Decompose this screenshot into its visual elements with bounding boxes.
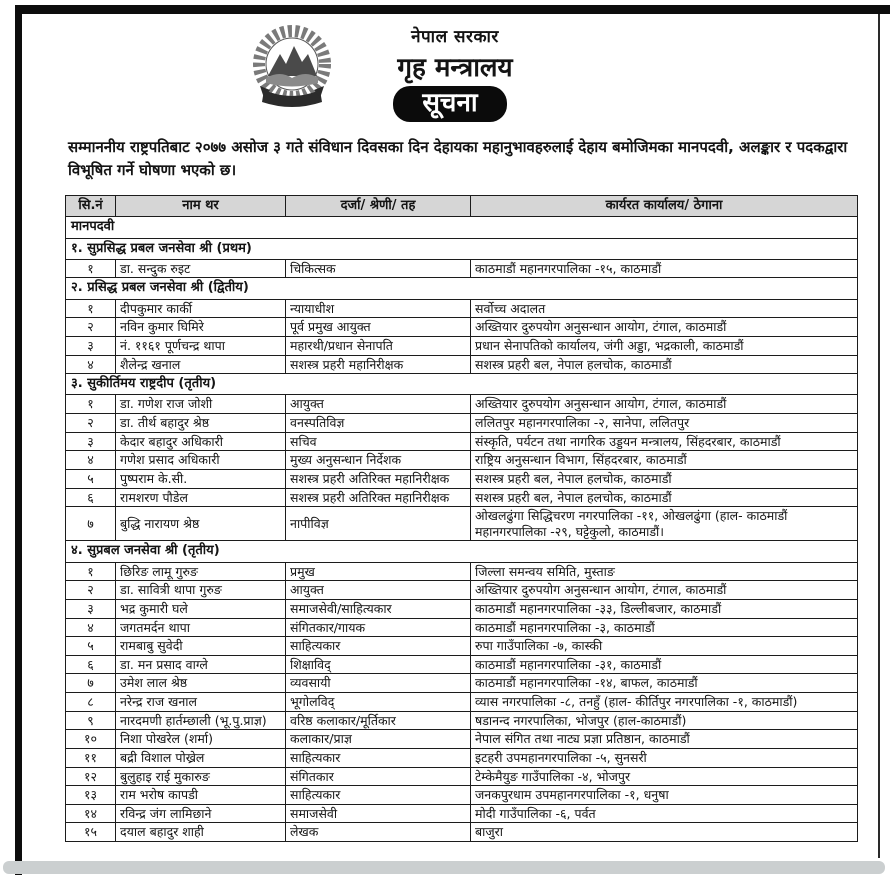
cell-name: पुष्पराम के.सी. [116,469,286,488]
cell-office: सशस्त्र प्रहरी बल, नेपाल हलचोक, काठमाडौं [471,469,858,488]
cell-name: जगतमर्दन थापा [116,618,286,637]
cell-serial: १ [66,259,116,278]
cell-designation: पूर्व प्रमुख आयुक्त [286,318,471,337]
table-header-row [66,196,858,217]
cell-name: राम भरोष कापडी [116,786,286,805]
cell-name: दयाल बहादुर शाही [116,823,286,842]
cell-designation: संगितकार [286,767,471,786]
cell-designation: सशस्त्र प्रहरी अतिरिक्त महानिरीक्षक [286,469,471,488]
cell-name: उमेश लाल श्रेष्ठ [116,674,286,693]
cell-name: रविन्द्र जंग लामिछाने [116,804,286,823]
cell-name: बुद्धि नारायण श्रेष्ठ [116,507,286,541]
cell-serial: ५ [66,469,116,488]
cell-name: बुलुहाइ राई मुकारुङ [116,767,286,786]
cell-office: अख्तियार दुरुपयोग अनुसन्धान आयोग, टंगाल, काठमाडौं [471,581,858,600]
cell-designation: समाजसेवी [286,804,471,823]
cell-serial: १२ [66,767,116,786]
cell-serial: १४ [66,804,116,823]
cell-serial: १३ [66,786,116,805]
cell-office: प्रधान सेनापतिको कार्यालय, जंगी अड्डा, भद्रकाली, काठमाडौं [471,336,858,355]
cell-name: नारदमणी हार्तम्छाली (भू.पु.प्राज्ञ) [116,711,286,730]
table-row [66,767,858,786]
cell-office: अख्तियार दुरुपयोग अनुसन्धान आयोग, टंगाल, काठमाडौं [471,395,858,414]
table-row [66,355,858,374]
cell-office: काठमाडौं महानगरपालिका -१४, बाफल, काठमाडौं [471,674,858,693]
cell-serial: ३ [66,599,116,618]
table-row [66,748,858,767]
col-header-designation: दर्जा/ श्रेणी/ तह [286,196,471,217]
cell-office: काठमाडौं महानगरपालिका -३१, काठमाडौं [471,655,858,674]
cell-serial: ३ [66,432,116,451]
cell-designation: सचिव [286,432,471,451]
page-right-edge [878,14,880,858]
cell-office: रुपा गाउँपालिका -७, कास्की [471,637,858,656]
cell-name: रामशरण पौडेल [116,488,286,507]
cell-serial: ६ [66,488,116,507]
cell-designation: लेखक [286,823,471,842]
scan-frame-top [15,5,890,14]
notice-badge: सूचना [393,86,507,122]
cell-office: इटहरी उपमहानगरपालिका -५, सुनसरी [471,748,858,767]
honors-table [65,195,858,842]
cell-designation: आयुक्त [286,581,471,600]
cell-serial: ३ [66,336,116,355]
cell-designation: व्यवसायी [286,674,471,693]
cell-designation: वनस्पतिविज्ञ [286,414,471,433]
cell-designation: समाजसेवी/साहित्यकार [286,599,471,618]
table-row [66,507,858,541]
cell-office: षडानन्द नगरपालिका, भोजपुर (हाल-काठमाडौं) [471,711,858,730]
cell-designation: महारथी/प्रधान सेनापति [286,336,471,355]
table-row [66,655,858,674]
cell-name: बद्री विशाल पोख्रेल [116,748,286,767]
cell-office: बाजुरा [471,823,858,842]
section-header-row [66,278,858,299]
cell-serial: ४ [66,355,116,374]
table-row [66,674,858,693]
cell-office: सशस्त्र प्रहरी बल, नेपाल हलचोक, काठमाडौं [471,355,858,374]
cell-serial: १ [66,562,116,581]
cell-office: काठमाडौं महानगरपालिका -३, काठमाडौं [471,618,858,637]
col-header-name: नाम थर [116,196,286,217]
cell-designation: शिक्षाविद् [286,655,471,674]
cell-name: रामबाबु सुवेदी [116,637,286,656]
cell-serial: ७ [66,507,116,541]
cell-serial: ८ [66,693,116,712]
table-row [66,693,858,712]
cell-serial: ७ [66,674,116,693]
cell-serial: १५ [66,823,116,842]
table-row [66,259,858,278]
cell-serial: ४ [66,451,116,470]
cell-serial: १ [66,395,116,414]
scan-frame-left [15,5,22,875]
table-row [66,599,858,618]
table-row [66,432,858,451]
intro-paragraph: सम्माननीय राष्ट्रपतिबाट २०७७ असोज ३ गते संविधान दिवसका दिन देहायका महानुभावहरुलाई देहाय बमोजिमका मानपदवी, अलङ्कार र पदकद्वारा विभूषित गर्ने घोषणा भएको छ। [68,138,848,179]
table-row [66,711,858,730]
cell-serial: २ [66,318,116,337]
cell-office: मोदी गाउँपालिका -६, पर्वत [471,804,858,823]
cell-designation: चिकित्सक [286,259,471,278]
cell-name: डा. तीर्थ बहादुर श्रेष्ठ [116,414,286,433]
table-row [66,562,858,581]
cell-name: भद्र कुमारी घले [116,599,286,618]
cell-name: डा. सन्दुक रुइट [116,259,286,278]
cell-office: टेम्केमैयुङ गाउँपालिका -४, भोजपुर [471,767,858,786]
table-row [66,299,858,318]
section-header-row [66,541,858,562]
category-row-label: मानपदवी [66,217,858,238]
section-header-row-label: ३. सुकीर्तिमय राष्ट्रदीप (तृतीय) [66,374,858,395]
cell-name: शैलेन्द्र खनाल [116,355,286,374]
section-header-row-label: २. प्रसिद्ध प्रबल जनसेवा श्री (द्वितीय) [66,278,858,299]
cell-designation: सशस्त्र प्रहरी अतिरिक्त महानिरीक्षक [286,488,471,507]
cell-office: ओखलढुंगा सिद्धिचरण नगरपालिका -११, ओखलढुंगा (हाल- काठमाडौं महानगरपालिका -२९, घट्टेकुलो, काठमाडौं। [471,507,858,541]
table-row [66,823,858,842]
table-row [66,414,858,433]
cell-designation: वरिष्ठ कलाकार/मूर्तिकार [286,711,471,730]
cell-name: गणेश प्रसाद अधिकारी [116,451,286,470]
cell-office: काठमाडौं महानगरपालिका -१५, काठमाडौं [471,259,858,278]
cell-designation: मुख्य अनुसन्धान निर्देशक [286,451,471,470]
cell-designation: साहित्यकार [286,748,471,767]
cell-name: नविन कुमार घिमिरे [116,318,286,337]
col-header-office: कार्यरत कार्यालय/ ठेगाना [471,196,858,217]
cell-office: अख्तियार दुरुपयोग अनुसन्धान आयोग, टंगाल, काठमाडौं [471,318,858,337]
cell-office: ललितपुर महानगरपालिका -२, सानेपा, ललितपुर [471,414,858,433]
category-row [66,217,858,238]
cell-serial: ११ [66,748,116,767]
table-row [66,395,858,414]
cell-name: डा. गणेश राज जोशी [116,395,286,414]
cell-office: संस्कृति, पर्यटन तथा नागरिक उड्डयन मन्त्रालय, सिंहदरबार, काठमाडौं [471,432,858,451]
cell-designation: साहित्यकार [286,637,471,656]
cell-serial: १ [66,299,116,318]
cell-serial: ९ [66,711,116,730]
section-header-row [66,374,858,395]
cell-office: सशस्त्र प्रहरी बल, नेपाल हलचोक, काठमाडौं [471,488,858,507]
cell-serial: २ [66,414,116,433]
cell-designation: नापीविज्ञ [286,507,471,541]
cell-serial: ४ [66,618,116,637]
table-row [66,336,858,355]
cell-designation: संगितकार/गायक [286,618,471,637]
col-header-serial: सि.नं [66,196,116,217]
table-row [66,637,858,656]
cell-designation: न्यायाधीश [286,299,471,318]
cell-office: व्यास नगरपालिका -८, तनहुँ (हाल- कीर्तिपुर नगरपालिका -१, काठमाडौं) [471,693,858,712]
cell-designation: कलाकार/प्राज्ञ [286,730,471,749]
cell-name: केदार बहादुर अधिकारी [116,432,286,451]
cell-office: राष्ट्रिय अनुसन्धान विभाग, सिंहदरबार, काठमाडौं [471,451,858,470]
table-row [66,786,858,805]
cell-serial: ५ [66,637,116,656]
cell-serial: २ [66,581,116,600]
cell-designation: भूगोलविद् [286,693,471,712]
ministry-title: गृह मन्त्रालय [397,53,513,83]
honors-table-body [66,217,858,842]
cell-designation: प्रमुख [286,562,471,581]
section-header-row-label: १. सुप्रसिद्ध प्रबल जनसेवा श्री (प्रथम) [66,238,858,259]
table-row [66,469,858,488]
table-row [66,804,858,823]
cell-name: नं. ११६१ पूर्णचन्द्र थापा [116,336,286,355]
table-row [66,451,858,470]
cell-office: जनकपुरधाम उपमहानगरपालिका -१, धनुषा [471,786,858,805]
cell-office: नेपाल संगित तथा नाट्य प्रज्ञा प्रतिष्ठान, काठमाडौं [471,730,858,749]
cell-name: निशा पोखरेल (शर्मा) [116,730,286,749]
cell-designation: आयुक्त [286,395,471,414]
cell-office: काठमाडौं महानगरपालिका -३३, डिल्लीबजार, काठमाडौं [471,599,858,618]
cell-name: नरेन्द्र राज खनाल [116,693,286,712]
cell-name: डा. सावित्री थापा गुरुङ [116,581,286,600]
table-row [66,488,858,507]
government-title: नेपाल सरकार [411,27,499,47]
cell-office: जिल्ला समन्वय समिति, मुस्ताङ [471,562,858,581]
cell-serial: ६ [66,655,116,674]
table-row [66,730,858,749]
table-row [66,618,858,637]
cell-name: दीपकुमार कार्की [116,299,286,318]
table-row [66,581,858,600]
section-header-row-label: ४. सुप्रबल जनसेवा श्री (तृतीय) [66,541,858,562]
section-header-row [66,238,858,259]
cell-name: छिरिङ लामू गुरुङ [116,562,286,581]
cell-designation: साहित्यकार [286,786,471,805]
cell-serial: १० [66,730,116,749]
table-row [66,318,858,337]
cell-name: डा. मन प्रसाद वाग्ले [116,655,286,674]
bottom-scrollbar-track[interactable] [3,861,885,874]
cell-office: सर्वोच्च अदालत [471,299,858,318]
cell-designation: सशस्त्र प्रहरी महानिरीक्षक [286,355,471,374]
